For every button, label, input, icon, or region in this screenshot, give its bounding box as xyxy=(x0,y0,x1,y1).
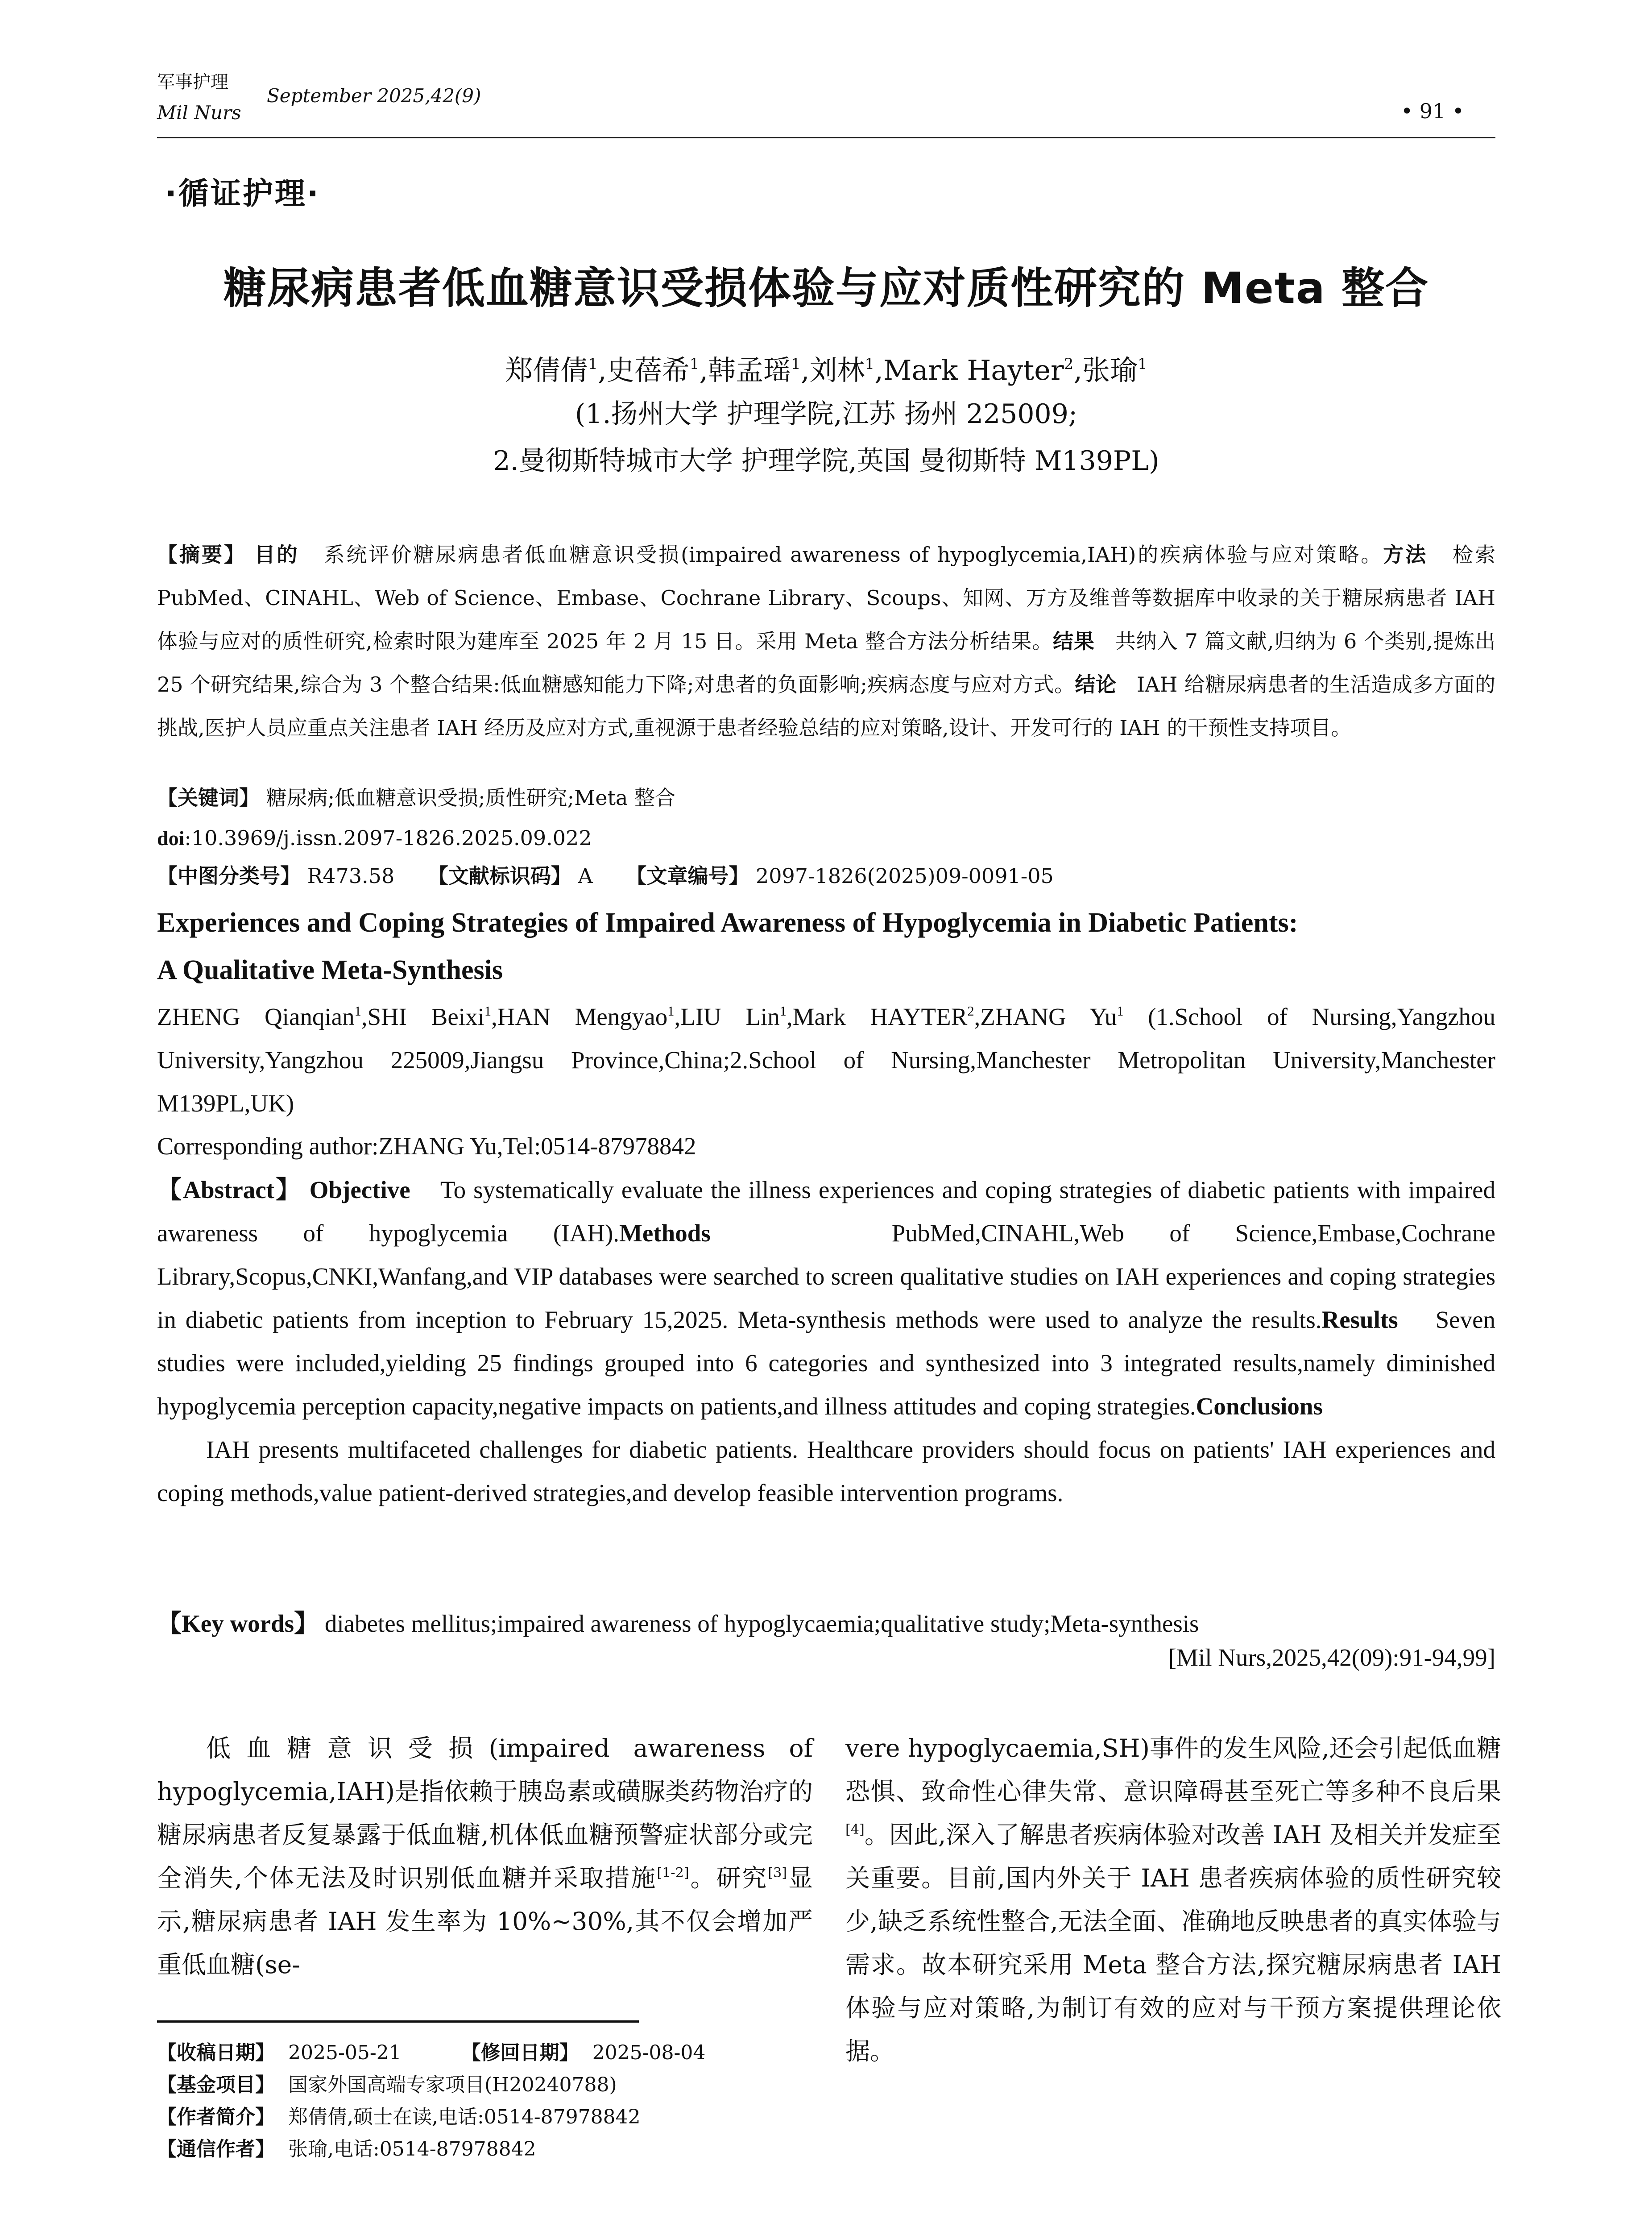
keywords-value: 糖尿病;低血糖意识受损;质性研究;Meta 整合 xyxy=(266,786,675,810)
received-label: 【收稿日期】 xyxy=(157,2041,275,2064)
results-text: Seven studies were included,yielding 25 findings grouped into 6 categories and synthesized into 3 integrated results,namely diminished hypoglycemia perception capacity,negative impacts on patients,and illness attitudes and coping strategies. xyxy=(157,1306,1495,1420)
keywords-cn xyxy=(157,776,1495,820)
objective-label: Objective xyxy=(309,1176,410,1203)
footnote-dates xyxy=(157,2037,705,2069)
results-text: 共纳入 7 篇文献,归纳为 6 个类别,提炼出 25 个研究结果,综合为 3 个整合结果:低血糖感知能力下降;对患者的负面影响;疾病态度与应对方式。 xyxy=(157,629,1496,697)
author: ZHENG Qianqian$^1$ xyxy=(157,1003,361,1030)
abstract-en xyxy=(157,1168,1495,1514)
corresponding-label: 【通信作者】 xyxy=(157,2138,275,2161)
keywords-label: 【Key words】 xyxy=(157,1610,319,1637)
author-bio-value: 郑倩倩,硕士在读,电话:0514-87978842 xyxy=(288,2106,641,2128)
abstract-label: 【摘要】 xyxy=(157,543,246,567)
results-label: Results xyxy=(1321,1306,1398,1333)
author: Mark HAYTER$^2$ xyxy=(792,1003,974,1030)
objective-text: To systematically evaluate the illness experiences and coping strategies of diabetic patients with impaired awareness of hypoglycemia (IAH). xyxy=(157,1176,1495,1247)
author: 郑倩倩$^1$ xyxy=(505,354,598,386)
title-en-line: A Qualitative Meta-Synthesis xyxy=(157,955,503,985)
page-number: • 91 • xyxy=(1401,99,1465,123)
author: 张瑜$^1$ xyxy=(1082,354,1147,386)
keywords-value: diabetes mellitus;impaired awareness of hypoglycaemia;qualitative study;Meta-synthesis xyxy=(324,1610,1199,1637)
revised-date: 2025-08-04 xyxy=(592,2041,706,2064)
footnote-corresponding xyxy=(157,2133,536,2165)
body-column-right: vere hypoglycaemia,SH)事件的发生风险,还会引起低血糖恐惧、致命性心律失常、意识障碍甚至死亡等多种不良后果[4]。因此,深入了解患者疾病体验对改善 IAH 及相关并发症至关重要。目前,国内外关于 IAH 患者疾病体验的质性研究较少,缺乏系统性整合,无法全面、准确地反映患者的真实体验与需求。故本研究采用 Meta 整合方法,探究糖尿病患者 IAH 体验与应对策略,为制订有效的应对与干预方案提供理论依据。 xyxy=(845,1734,1501,2065)
author: 刘林$^1$ xyxy=(809,354,875,386)
doi-value[interactable]: :10.3969/j.issn.2097-1826.2025.09.022 xyxy=(184,826,592,850)
title-en-line: Experiences and Coping Strategies of Impaired Awareness of Hypoglycemia in Diabetic Patients: xyxy=(157,908,1298,938)
article-no-value: 2097-1826(2025)09-0091-05 xyxy=(755,864,1054,888)
conclusion-label: 结论 xyxy=(1075,672,1117,697)
affiliation-cn: (1.扬州大学 护理学院,江苏 扬州 225009; xyxy=(575,398,1078,430)
methods-text: PubMed,CINAHL,Web of Science,Embase,Cochrane Library,Scopus,CNKI,Wanfang,and VIP databases were searched to screen qualitative studies on IAH experiences and coping strategies in diabetic patients from inception to February 15,2025. Meta-synthesis methods were used to analyze the results. xyxy=(157,1219,1495,1333)
methods-label: 方法 xyxy=(1383,543,1428,567)
keywords-label: 【关键词】 xyxy=(157,786,260,810)
conclusion-text: IAH 给糖尿病患者的生活造成多方面的挑战,医护人员应重点关注患者 IAH 经历及应对方式,重视源于患者经验总结的应对策略,设计、开发可行的 IAH 的干预性支持项目。 xyxy=(157,672,1495,740)
journal-name-en: Mil Nurs xyxy=(157,102,241,124)
author: SHI Beixi$^1$ xyxy=(367,1003,491,1030)
fund-label: 【基金项目】 xyxy=(157,2073,275,2096)
fund-value: 国家外国高端专家项目(H20240788) xyxy=(288,2073,617,2096)
classification-line xyxy=(157,854,1495,898)
author-bio-label: 【作者简介】 xyxy=(157,2106,275,2128)
corresponding-value: 张瑜,电话:0514-87978842 xyxy=(288,2138,536,2161)
body-column-left: 低血糖意识受损(impaired awareness of hypoglycemia,IAH)是指依赖于胰岛素或磺脲类药物治疗的糖尿病患者反复暴露于低血糖,机体低血糖预警症状部分或完全消失,个体无法及时识别低血糖并采取措施[1-2]。研究[3]显示,糖尿病患者 IAH 发生率为 10%~30%,其不仅会增加严重低血糖(se- xyxy=(157,1734,813,1979)
affiliation-cn: 2.曼彻斯特城市大学 护理学院,英国 曼彻斯特 M139PL) xyxy=(493,445,1159,477)
author: Mark Hayter$^2$ xyxy=(883,354,1074,386)
header-rule xyxy=(157,137,1495,138)
author: 史蓓希$^1$ xyxy=(606,354,700,386)
abstract-label: 【Abstract】 xyxy=(157,1176,302,1203)
affiliation-en: (1.School of Nursing,Yangzhou University,Yangzhou 225009,Jiangsu Province,China;2.School of Nursing,Manchester Metropolitan University,Manchester M139PL,UK) xyxy=(157,1003,1495,1117)
clc-value: R473.58 xyxy=(307,864,395,888)
doi xyxy=(157,817,1495,860)
corresponding-author-en: Corresponding author:ZHANG Yu,Tel:0514-87978842 xyxy=(157,1132,696,1160)
author-list-cn: 郑倩倩$^1$,史蓓希$^1$,韩孟瑶$^1$,刘林$^1$,Mark Hayter$^2$,张瑜$^1$ xyxy=(505,354,1147,386)
article-title-en xyxy=(157,899,1495,994)
author: ZHANG Yu$^1$ xyxy=(980,1003,1124,1030)
revised-label: 【修回日期】 xyxy=(461,2041,579,2064)
footnote-fund xyxy=(157,2069,617,2101)
footnote-author xyxy=(157,2101,641,2133)
author: 韩孟瑶$^1$ xyxy=(708,354,801,386)
received-date: 2025-05-21 xyxy=(288,2041,402,2064)
author: HAN Mengyao$^1$ xyxy=(497,1003,675,1030)
keywords-en xyxy=(157,1602,1495,1645)
reference-link[interactable]: [4] xyxy=(845,1821,865,1837)
issue-info: September 2025,42(9) xyxy=(267,85,481,107)
citation: [Mil Nurs,2025,42(09):91-94,99] xyxy=(1168,1644,1495,1671)
abstract-cn xyxy=(157,533,1495,750)
journal-name-cn: 军事护理 xyxy=(157,72,228,92)
methods-text: 检索 PubMed、CINAHL、Web of Science、Embase、Cochrane Library、Scoups、知网、万方及维普等数据库中收录的关于糖尿病患者 IAH 体验与应对的质性研究,检索时限为建库至 2025 年 2 月 15 日。采用 Meta 整合方法分析结果。 xyxy=(157,543,1496,653)
reference-link[interactable]: [3] xyxy=(768,1865,787,1881)
objective-text: 系统评价糖尿病患者低血糖意识受损(impaired awareness of hypoglycemia,IAH)的疾病体验与应对策略。 xyxy=(324,543,1383,567)
article-no-label: 【文章编号】 xyxy=(626,864,749,888)
doc-code-label: 【文献标识码】 xyxy=(427,864,571,888)
results-label: 结果 xyxy=(1053,629,1095,653)
objective-label: 目的 xyxy=(254,543,299,567)
conclusions-label: Conclusions xyxy=(1196,1393,1323,1420)
footnote-rule xyxy=(157,2020,639,2023)
article-title-cn: 糖尿病患者低血糖意识受损体验与应对质性研究的 Meta 整合 xyxy=(223,263,1429,313)
clc-label: 【中图分类号】 xyxy=(157,864,301,888)
reference-link[interactable]: [1-2] xyxy=(657,1865,689,1881)
doi-label: doi xyxy=(157,827,185,850)
doc-code-value: A xyxy=(578,864,593,888)
conclusions-text: IAH presents multifaceted challenges for diabetic patients. Healthcare providers should focus on patients' IAH experiences and coping methods,value patient-derived strategies,and develop feasible intervention programs. xyxy=(157,1436,1495,1506)
author: LIU Lin$^1$ xyxy=(680,1003,787,1030)
author-list-en: ZHENG Qianqian$^1$,SHI Beixi$^1$,HAN Mengyao$^1$,LIU Lin$^1$,Mark HAYTER$^2$,ZHANG Yu$^1$ (1.School of Nursing,Yangzhou University,Yangzhou 225009,Jiangsu Province,China;2.School of Nursing,Manchester Metropolitan University,Manchester M139PL,UK) xyxy=(157,1003,1495,1117)
column-tag: ·循证护理· xyxy=(165,176,320,211)
methods-label: Methods xyxy=(619,1219,711,1247)
